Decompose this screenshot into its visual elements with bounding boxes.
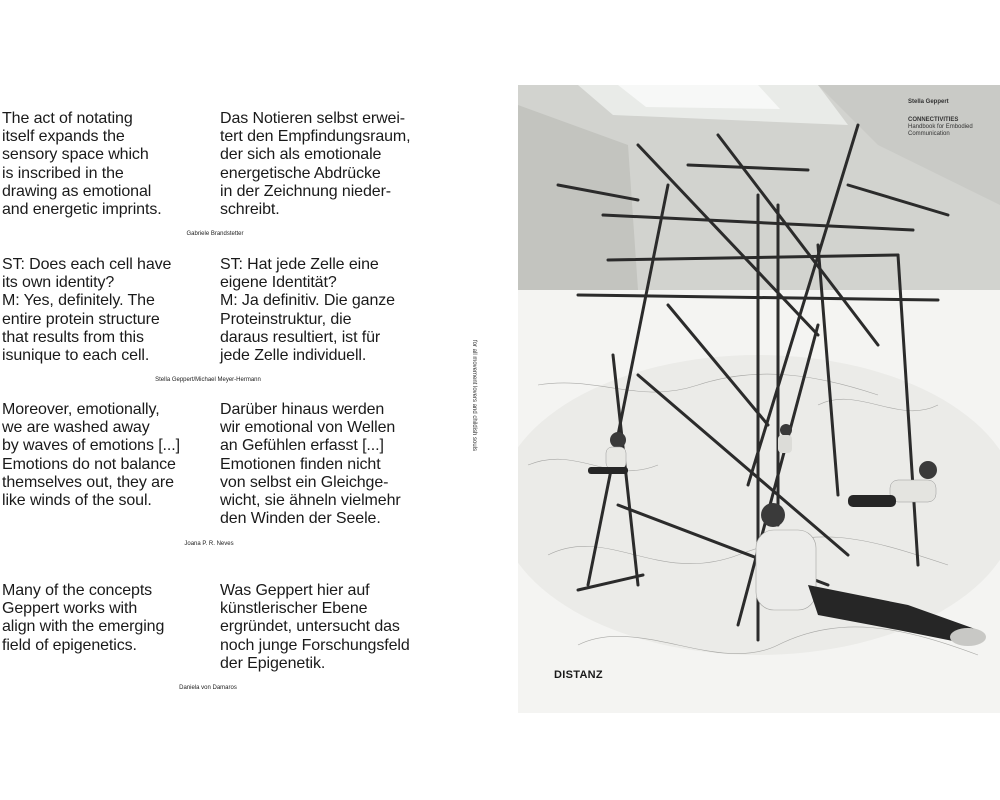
book-cover (518, 85, 1000, 713)
cover-title-block (908, 117, 998, 138)
quote-4-author: Daniela von Damaros (179, 685, 237, 691)
quote-3-german: Darüber hinaus werden wir emotional von Wellen an Gefühlen erfasst [...] Emotionen finden nicht von selbst ein Gleichge- wicht, sie ähneln vielmehr den Winden der Seele. (220, 401, 401, 528)
installation-photo-icon (518, 85, 1000, 713)
spine-text: for all movement lovers and childish souls (471, 340, 477, 452)
quote-4-english: Many of the concepts Geppert works with align with the emerging field of epigenetics. (2, 582, 165, 654)
cover-author: Stella Geppert (908, 99, 949, 105)
quote-4-german: Was Geppert hier auf künstlerischer Ebene ergründet, untersucht das noch junge Forschungsfeld der Epigenetik. (220, 582, 410, 672)
quote-1-author: Gabriele Brandstetter (186, 231, 244, 237)
cover-subtitle: Handbook for Embodied Communication (908, 124, 973, 137)
quote-1-german: Das Notieren selbst erwei- tert den Empfindungsraum, der sich als emotionale energetische Abdrücke in der Zeichnung nieder- schreibt. (220, 110, 411, 219)
quote-1-english: The act of notating itself expands the sensory space which is inscribed in the drawing as emotional and energetic imprints. (2, 110, 162, 219)
cover-title: CONNECTIVITIES (908, 117, 959, 123)
quote-3-author: Joana P. R. Neves (184, 541, 234, 547)
quote-2-german: ST: Hat jede Zelle eine eigene Identität? M: Ja definitiv. Die ganze Proteinstruktur, die daraus resultiert, ist für jede Zelle individuell. (220, 256, 395, 365)
quote-3-english: Moreover, emotionally, we are washed away by waves of emotions [...] Emotions do not balance themselves out, they are like winds of the soul. (2, 401, 180, 510)
publisher-logo: DISTANZ (554, 669, 603, 681)
quote-2-english: ST: Does each cell have its own identity? M: Yes, definitely. The entire protein structure that results from this isunique to each cell. (2, 256, 172, 365)
quote-2-author: Stella Geppert/Michael Meyer-Hermann (155, 377, 261, 383)
